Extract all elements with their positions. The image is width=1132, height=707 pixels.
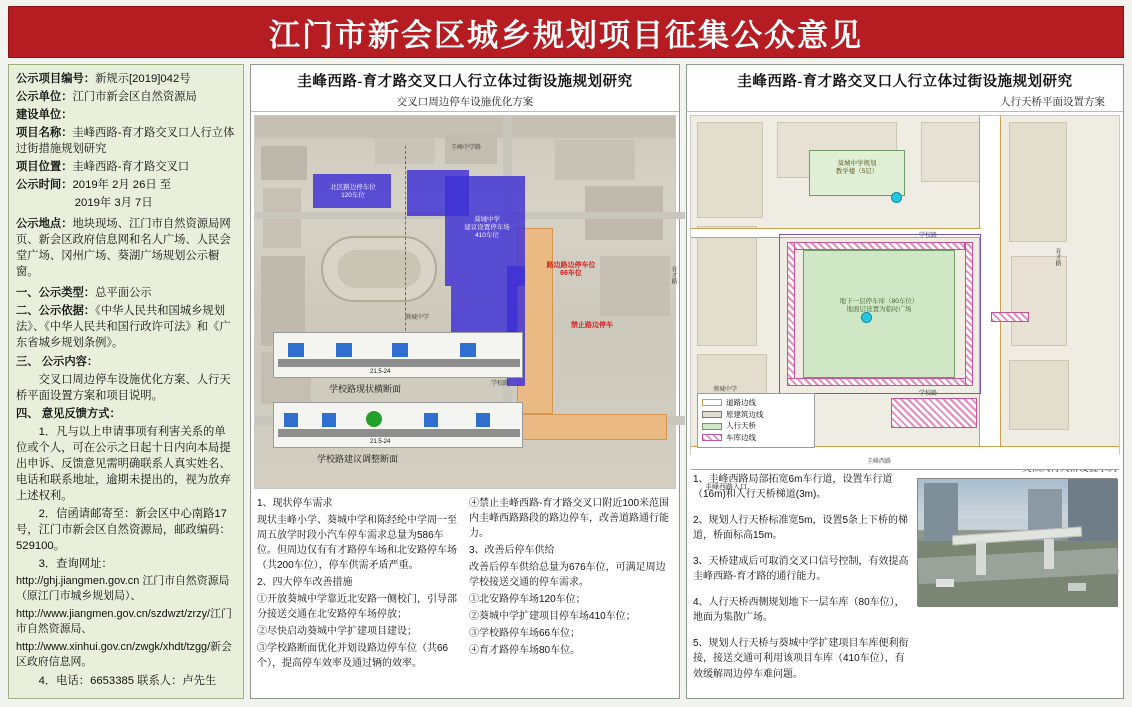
- note-right-4: ①北安路停车场120车位；: [469, 594, 586, 605]
- feedback-item-1: 1．凡与以上申请事项有利害关系的单位或个人，可在公示之日起十日内向本局提出申诉、反馈意见需明确联系人真实姓名、电话和联系地址，逾期未提出的，视为放弃上述权利。: [16, 425, 231, 502]
- map-label-school-1: 葵城中学: [405, 315, 430, 321]
- legend-swatch-road: [702, 399, 722, 406]
- map-label-school-road: 学校路: [491, 381, 510, 387]
- project-name-label: 项目名称：: [16, 127, 73, 140]
- publish-time-start: 2019年 2月 26日 至: [72, 179, 172, 192]
- columns-wrapper: [8, 64, 1124, 699]
- feedback-item-4: 4．电话：6653385 联系人：卢先生: [38, 674, 217, 687]
- project-no-label: 公示项目编号：: [16, 73, 96, 85]
- footbridge-note-5: 5、规划人行天桥与葵城中学扩建项目车库便利衔接，接送交通可利用该项目车库（410车位），有效缓解周边停车难问题。: [693, 637, 909, 680]
- publish-content-label: 三、 公示内容：: [16, 355, 99, 368]
- publish-basis-value: 《中华人民共和国城乡规划法》、《中华人民共和国行政许可法》和《广东省城乡规划条例》。: [16, 305, 231, 350]
- carpark-strip-lower: [891, 398, 977, 428]
- parking-notes-left: [257, 496, 461, 692]
- feedback-item-3: 3．查询网址：: [38, 557, 113, 570]
- map-label-underground-carpark: 地下一层停车库（80车位） 地面层设置为临时广场: [839, 298, 919, 314]
- legend-item-0: [702, 397, 810, 409]
- website-link-1[interactable]: http://ghj.jiangmen.gov.cn 江门市自然资源局（原江门市城乡规划局）、: [16, 574, 230, 603]
- note-left-6: ③学校路断面优化并划设路边停车位（共66个），提高停车效率及通过辆的效率。: [257, 643, 449, 669]
- legend-swatch-footbridge: [702, 423, 722, 430]
- map-label-roadside-parking: 路边路边停车位 66车位: [546, 262, 596, 278]
- map-label-school-parking: 葵城中学 建议设置停车场 410车位: [464, 216, 510, 239]
- section-caption-existing: 学校路现状横断面: [329, 384, 402, 394]
- parking-notes-right: [469, 496, 673, 692]
- section-dim-existing: 21.5-24: [370, 369, 391, 375]
- legend-label-2: 人行天桥: [726, 421, 756, 431]
- reference-photo-block: [917, 462, 1117, 693]
- notice-text-column: [8, 64, 244, 699]
- footbridge-note-1: 1、圭峰西路局部拓宽6m车行道，设置车行道（16m)和人行天桥梯道(3m)。: [693, 473, 893, 500]
- map-label-school-name: 葵城中学: [713, 387, 738, 393]
- parking-plan-panel: [250, 64, 680, 699]
- footbridge-plan-panel: [686, 64, 1124, 699]
- note-left-4: ①开放葵城中学靠近北安路一侧校门，引导部分接送交通在北安路停车场停放；: [257, 594, 457, 620]
- publish-basis-label: 二、公示依据：: [16, 305, 96, 318]
- footbridge-notes-text: [693, 462, 909, 693]
- website-link-2[interactable]: http://www.jiangmen.gov.cn/szdwzt/zrzy/江门市自然资源局、: [16, 607, 232, 636]
- note-right-2: 3、改善后停车供给: [469, 545, 555, 556]
- note-right-3: 改善后停车供给总量为676车位，可满足周边学校接送交通的停车需求。: [469, 562, 666, 588]
- note-right-6: ③学校路停车场66车位；: [469, 628, 581, 639]
- parking-plan-notes: [251, 492, 679, 698]
- map-label-road-top: 圭峰中学路: [451, 145, 482, 151]
- cross-section-proposed: [273, 402, 523, 448]
- footbridge-plan-header: [687, 65, 1123, 112]
- map-label-school-road: 学校路: [919, 233, 938, 239]
- footbridge-plan-title: 圭峰西路-育才路交叉口人行立体过街设施规划研究: [737, 74, 1073, 90]
- parking-plan-header: [251, 65, 679, 112]
- project-no-value: 新规示[2019]042号: [95, 73, 191, 85]
- map-label-school-expansion: 葵城中学规划 教学楼（5层）: [835, 160, 879, 176]
- project-name-value: 圭峰西路-育才路交叉口人行立体过街措施规划研究: [16, 127, 235, 156]
- map-label-no-parking: 禁止路边停车: [571, 322, 613, 329]
- build-unit-label: 建设单位：: [16, 109, 73, 122]
- footbridge-note-2: 2、规划人行天桥标准宽5m，设置5条上下桥的梯道，桥面标高15m。: [693, 514, 909, 541]
- note-left-2: 现状圭峰小学、葵城中学和陈经纶中学周一至周五放学时段小汽车停车需求总量为586车位。但周边仅有有才路停车场和北安路停车场（共200车位），停车供需矛盾严重。: [257, 515, 457, 571]
- bridge-node-north: [891, 192, 902, 203]
- project-location-label: 项目位置：: [16, 161, 73, 174]
- note-right-7: ④育才路停车场80车位。: [469, 645, 581, 656]
- publish-time-label: 公示时间：: [16, 179, 73, 192]
- legend-label-1: 原建筑边线: [726, 409, 764, 419]
- legend-item-2: [702, 420, 810, 432]
- publish-type-label: 一、公示类型：: [16, 287, 96, 300]
- footbridge-note-3: 3、天桥建成后可取消交叉口信号控制，有效提高圭峰西路-育才路的通行能力。: [693, 555, 909, 582]
- map-label-school-bottom: 学校路: [919, 391, 938, 397]
- footbridge-note-4: 4、人行天桥西侧规划地下一层车库（80车位），地面为集散广场。: [693, 596, 905, 623]
- legend-swatch-building: [702, 411, 722, 418]
- map-label-guifeng-road: 圭峰西路: [867, 459, 892, 465]
- publish-time-end: 2019年 3月 7日: [74, 197, 153, 210]
- map-label-road-right: 育才路: [670, 266, 676, 284]
- publish-content-value: 交叉口周边停车设施优化方案、人行天桥平面设置方案和项目说明。: [16, 373, 231, 402]
- note-right-5: ②葵城中学扩建项目停车场410车位；: [469, 611, 636, 622]
- carpark-strip-east: [991, 312, 1029, 322]
- section-dim-proposed: 21.5-24: [370, 439, 391, 445]
- section-caption-proposed: 学校路建议调整断面: [317, 454, 399, 464]
- map-legend: [697, 393, 815, 448]
- parking-plan-subtitle: 交叉口周边停车设施优化方案: [396, 96, 534, 108]
- note-left-1: 1、现状停车需求: [257, 498, 333, 509]
- footbridge-plan-notes: [687, 458, 1123, 699]
- publish-place-value: 地块现场、江门市自然资源局网页、新会区政府信息网和名人广场、人民会堂广场、冈州广场、葵湖广场规划公示橱窗。: [16, 218, 231, 279]
- unit-label: 公示单位：: [16, 91, 73, 104]
- parking-plan-map[interactable]: [254, 115, 676, 489]
- map-label-north-parking: 北区路边停车位 120车位: [330, 184, 376, 199]
- map-label-yucai-road: 育才路: [1054, 248, 1060, 266]
- legend-item-1: [702, 409, 810, 421]
- note-left-5: ②尽快启动葵城中学扩建项目建设；: [257, 626, 417, 637]
- publish-type-value: 总平面公示: [95, 287, 152, 300]
- unit-value: 江门市新会区自然资源局: [72, 91, 197, 104]
- legend-item-3: [702, 432, 810, 444]
- website-link-3[interactable]: http://www.xinhui.gov.cn/zwgk/xhdt/tzgg/新会区政府信息网。: [16, 640, 232, 669]
- page-title: 江门市新会区城乡规划项目征集公众意见: [269, 17, 863, 53]
- footbridge-plan-subtitle: 人行天桥平面设置方案: [1000, 96, 1105, 108]
- note-right-1: ④禁止圭峰西路-育才路交叉口附近100米范围内圭峰西路路段的路边停车，改善道路通行能力。: [469, 498, 670, 539]
- legend-swatch-carpark: [702, 434, 722, 441]
- feedback-label: 四、 意见反馈方式：: [16, 407, 121, 420]
- parking-plan-title: 圭峰西路-育才路交叉口人行立体过街设施规划研究: [297, 74, 633, 90]
- publish-place-label: 公示地点：: [16, 218, 73, 231]
- legend-label-3: 车库边线: [726, 432, 756, 442]
- reference-photo: [917, 478, 1117, 606]
- legend-label-0: 道路边线: [726, 398, 756, 407]
- banner: [8, 6, 1124, 58]
- note-left-3: 2、四大停车改善措施: [257, 577, 353, 588]
- project-location-value: 圭峰西路-育才路交叉口: [72, 161, 190, 174]
- cross-section-existing: [273, 332, 523, 378]
- feedback-item-2: 2．信函请邮寄至：新会区中心南路17号，江门市新会区自然资源局，邮政编码：529100。: [16, 507, 231, 552]
- map-label-entrance: 圭峰西路入口: [705, 484, 747, 491]
